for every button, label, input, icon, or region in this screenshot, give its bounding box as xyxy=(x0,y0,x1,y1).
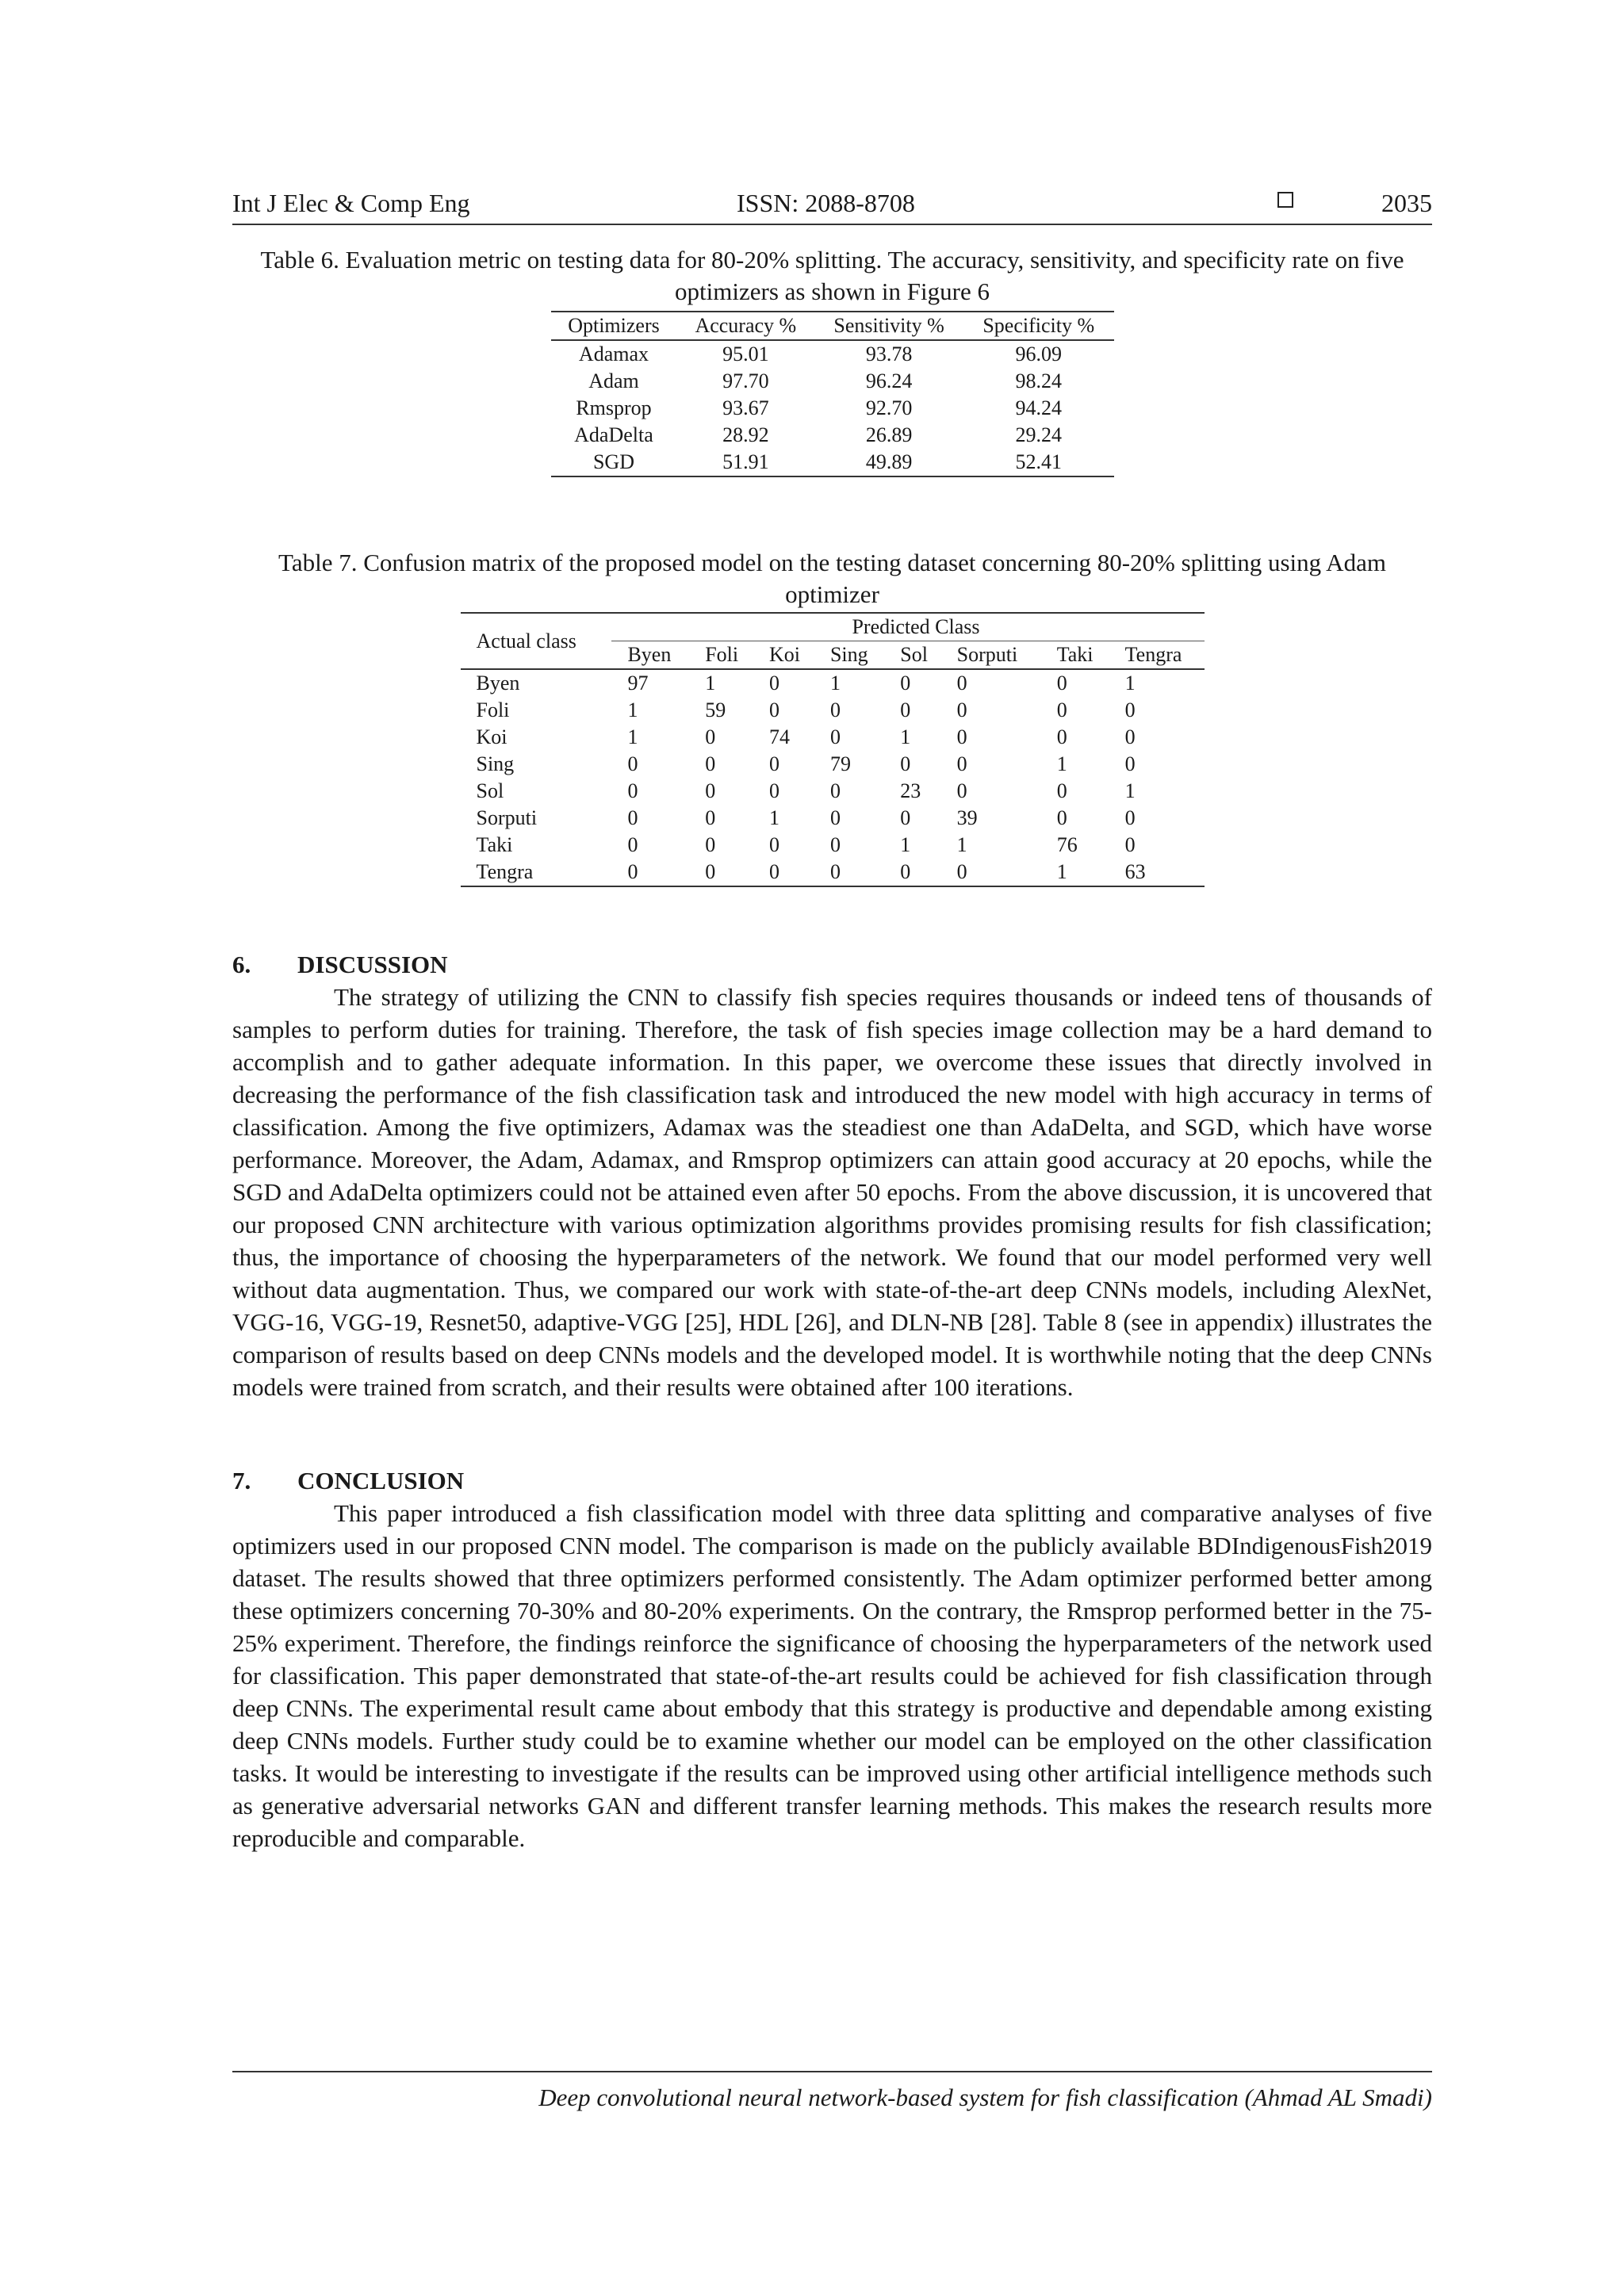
table6-row xyxy=(551,422,1114,449)
confusion-cell: 0 xyxy=(705,752,716,775)
actual-class-label: Sol xyxy=(476,779,504,802)
confusion-cell: 0 xyxy=(768,833,779,856)
actual-class-label: Tengra xyxy=(461,859,612,886)
confusion-cell: 0 xyxy=(1124,833,1136,856)
confusion-row xyxy=(461,697,1205,724)
confusion-cell: 0 xyxy=(829,698,841,721)
confusion-cell: 0 xyxy=(705,725,716,748)
section-number: 7. xyxy=(232,1467,251,1494)
metric-cell: 97.70 xyxy=(722,369,769,392)
box-icon xyxy=(1277,192,1293,208)
confusion-cell: 0 xyxy=(900,806,911,829)
confusion-cell: 0 xyxy=(1056,779,1067,802)
confusion-cell: 0 xyxy=(829,806,841,829)
confusion-cell: 0 xyxy=(1124,752,1136,775)
metric-cell: 98.24 xyxy=(1015,369,1062,392)
confusion-cell: 0 xyxy=(753,859,814,886)
predicted-class-label: Tengra xyxy=(1109,641,1205,670)
confusion-cell: 39 xyxy=(956,806,978,829)
confusion-cell: 1 xyxy=(956,833,967,856)
confusion-cell: 1 xyxy=(900,833,911,856)
predicted-class-label: Koi xyxy=(753,641,814,670)
confusion-cell: 1 xyxy=(829,672,841,695)
predicted-class-label: Foli xyxy=(689,641,753,670)
running-header xyxy=(232,182,1432,225)
confusion-cell: 59 xyxy=(705,698,726,721)
confusion-cell: 0 xyxy=(768,672,779,695)
metric-cell: 49.89 xyxy=(814,449,963,476)
table6-row xyxy=(551,449,1114,476)
confusion-cell: 0 xyxy=(1124,698,1136,721)
section-title: CONCLUSION xyxy=(297,1467,465,1494)
metric-cell: 26.89 xyxy=(865,423,913,446)
page-number: 2035 xyxy=(1381,189,1432,217)
confusion-cell: 1 xyxy=(627,725,638,748)
confusion-cell: 0 xyxy=(900,752,911,775)
table6-row xyxy=(551,395,1114,422)
journal-name: Int J Elec & Comp Eng xyxy=(232,189,470,217)
table6-col-header: Optimizers xyxy=(551,312,677,340)
optimizer-name: Rmsprop xyxy=(576,396,652,419)
metric-cell: 52.41 xyxy=(963,449,1114,476)
confusion-cell: 0 xyxy=(627,779,638,802)
metric-cell: 96.09 xyxy=(1015,342,1062,365)
table7-caption: Table 7. Confusion matrix of the proposed model on the testing dataset concerning 80-20% splitting using Adam optimizer xyxy=(278,549,1386,608)
metric-cell: 28.92 xyxy=(722,423,769,446)
confusion-cell: 76 xyxy=(1056,833,1078,856)
conclusion-paragraph: This paper introduced a fish classification model with three data splitting and comparative analyses of five optimizers used in our proposed CNN model. The comparison is made on the publicly available BDIndigenousFish2019 dataset. The results showed that three optimizers performed consistently. The Adam optimizer performed better among these optimizers concerning 70-30% and 80-20% experiments. On the contrary, the Rmsprop performed better in the 75-25% experiment. Therefore, the findings reinforce the significance of choosing the hyperparameters of the network used for classification. This paper demonstrated that state-of-the-art results could be achieved for fish classification through deep CNNs. The experimental result came about embody that this strategy is productive and dependable among existing deep CNNs models. Further study could be to examine whether our model can be employed on the other classification tasks. It would be interesting to investigate if the results can be improved using other artificial intelligence methods such as generative adversarial networks GAN and different transfer learning methods. This makes the research results more reproducible and comparable. xyxy=(232,1499,1432,1852)
predicted-class-label: Sing xyxy=(814,641,884,670)
confusion-cell: 0 xyxy=(768,698,779,721)
confusion-cell: 1 xyxy=(627,698,638,721)
confusion-cell: 0 xyxy=(829,779,841,802)
confusion-cell: 0 xyxy=(956,779,967,802)
confusion-cell: 1 xyxy=(1124,672,1136,695)
confusion-cell: 0 xyxy=(1056,806,1067,829)
confusion-cell: 0 xyxy=(829,725,841,748)
confusion-cell: 1 xyxy=(705,672,716,695)
metric-cell: 96.24 xyxy=(865,369,913,392)
confusion-cell: 0 xyxy=(829,833,841,856)
optimizer-name: Adamax xyxy=(578,342,649,365)
confusion-cell: 0 xyxy=(705,806,716,829)
confusion-cell: 1 xyxy=(1041,859,1109,886)
confusion-cell: 74 xyxy=(768,725,790,748)
confusion-cell: 0 xyxy=(627,833,638,856)
confusion-cell: 23 xyxy=(900,779,921,802)
confusion-row xyxy=(461,669,1205,697)
predicted-class-label: Sol xyxy=(884,641,940,670)
table6-col-header: Sensitivity % xyxy=(814,312,963,340)
confusion-cell: 0 xyxy=(1056,725,1067,748)
table6-row xyxy=(551,340,1114,368)
actual-class-label: Sorputi xyxy=(476,806,538,829)
conclusion-heading xyxy=(232,1465,1432,1497)
table7-header-row xyxy=(461,613,1205,641)
confusion-cell: 1 xyxy=(900,725,911,748)
confusion-cell: 1 xyxy=(1124,779,1136,802)
confusion-cell: 0 xyxy=(611,859,689,886)
confusion-row xyxy=(461,778,1205,805)
confusion-cell: 0 xyxy=(689,859,753,886)
table6-header-row xyxy=(551,312,1114,340)
page-body xyxy=(232,182,1432,1854)
table6-col-header: Accuracy % xyxy=(676,312,814,340)
confusion-cell: 0 xyxy=(1056,698,1067,721)
confusion-cell: 1 xyxy=(768,806,779,829)
predicted-class-label: Byen xyxy=(611,641,689,670)
confusion-cell: 0 xyxy=(956,752,967,775)
footer-title: Deep convolutional neural network-based system for fish classification (Ahmad AL Smadi) xyxy=(538,2084,1432,2111)
optimizer-name: AdaDelta xyxy=(574,423,653,446)
confusion-cell: 0 xyxy=(1056,672,1067,695)
confusion-cell: 0 xyxy=(627,806,638,829)
metric-cell: 93.67 xyxy=(722,396,769,419)
discussion-heading xyxy=(232,949,1432,981)
section-title: DISCUSSION xyxy=(297,951,448,978)
metric-cell: 29.24 xyxy=(1015,423,1062,446)
metric-cell: 92.70 xyxy=(865,396,913,419)
confusion-cell: 0 xyxy=(814,859,884,886)
table6 xyxy=(551,311,1114,477)
confusion-row xyxy=(461,805,1205,832)
confusion-row xyxy=(461,751,1205,778)
confusion-cell: 0 xyxy=(956,672,967,695)
confusion-cell: 0 xyxy=(900,698,911,721)
confusion-cell: 0 xyxy=(956,725,967,748)
confusion-cell: 0 xyxy=(1124,725,1136,748)
predicted-class-label: Taki xyxy=(1041,641,1109,670)
confusion-cell: 79 xyxy=(829,752,851,775)
confusion-cell: 63 xyxy=(1109,859,1205,886)
confusion-cell: 0 xyxy=(705,833,716,856)
metric-cell: 93.78 xyxy=(865,342,913,365)
confusion-cell: 0 xyxy=(705,779,716,802)
predicted-class-label: Sorputi xyxy=(941,641,1041,670)
actual-class-label: Byen xyxy=(476,672,520,695)
metric-cell: 95.01 xyxy=(722,342,769,365)
confusion-cell: 0 xyxy=(1124,806,1136,829)
page-footer xyxy=(232,2071,1432,2112)
confusion-row xyxy=(461,832,1205,859)
confusion-cell: 0 xyxy=(956,698,967,721)
table7-confusion-matrix xyxy=(461,612,1205,887)
section-number: 6. xyxy=(232,951,251,978)
discussion-paragraph: The strategy of utilizing the CNN to classify fish species requires thousands or indeed tens of thousands of samples to perform duties for training. Therefore, the task of fish species image collection may be a hard demand to accomplish and to gather adequate information. In this paper, we overcome these issues that directly involved in decreasing the performance of the fish classification task and introduced the new model with high accuracy in terms of classification. Among the five optimizers, Adamax was the steadiest one than AdaDelta, and SGD, which have worse performance. Moreover, the Adam, Adamax, and Rmsprop optimizers can attain good accuracy at 20 epochs, while the SGD and AdaDelta optimizers could not be attained even after 50 epochs. From the above discussion, it is uncovered that our proposed CNN architecture with various optimization algorithms provides promising results for fish classification; thus, the importance of choosing the hyperparameters of the network. We found that our model performed very well without data augmentation. Thus, we compared our work with state-of-the-art deep CNNs models, including AlexNet, VGG-16, VGG-19, Resnet50, adaptive-VGG [25], HDL [26], and DLN-NB [28]. Table 8 (see in appendix) illustrates the comparison of results based on deep CNNs models and the developed model. It is worthwhile noting that the deep CNNs models were trained from scratch, and their results were obtained after 100 iterations. xyxy=(232,983,1432,1401)
actual-class-label: Taki xyxy=(476,833,513,856)
confusion-cell: 97 xyxy=(627,672,649,695)
confusion-cell: 1 xyxy=(1056,752,1067,775)
optimizer-name: Adam xyxy=(588,369,639,392)
confusion-cell: 0 xyxy=(941,859,1041,886)
table6-caption: Table 6. Evaluation metric on testing data for 80-20% splitting. The accuracy, sensitivity, and specificity rate on five optimizers as shown in Figure 6 xyxy=(260,246,1404,305)
actual-class-header: Actual class xyxy=(461,613,612,669)
confusion-row xyxy=(461,724,1205,751)
table6-col-header: Specificity % xyxy=(963,312,1114,340)
issn: ISSN: 2088-8708 xyxy=(737,189,915,217)
confusion-row xyxy=(461,859,1205,886)
confusion-cell: 0 xyxy=(768,779,779,802)
confusion-cell: 0 xyxy=(900,672,911,695)
confusion-cell: 0 xyxy=(884,859,940,886)
confusion-cell: 0 xyxy=(768,752,779,775)
table6-row xyxy=(551,368,1114,395)
actual-class-label: Foli xyxy=(476,698,510,721)
metric-cell: 51.91 xyxy=(676,449,814,476)
confusion-cell: 0 xyxy=(627,752,638,775)
metric-cell: 94.24 xyxy=(1015,396,1062,419)
actual-class-label: Koi xyxy=(476,725,508,748)
actual-class-label: Sing xyxy=(476,752,515,775)
optimizer-name: SGD xyxy=(551,449,677,476)
predicted-class-header: Predicted Class xyxy=(611,613,1204,641)
